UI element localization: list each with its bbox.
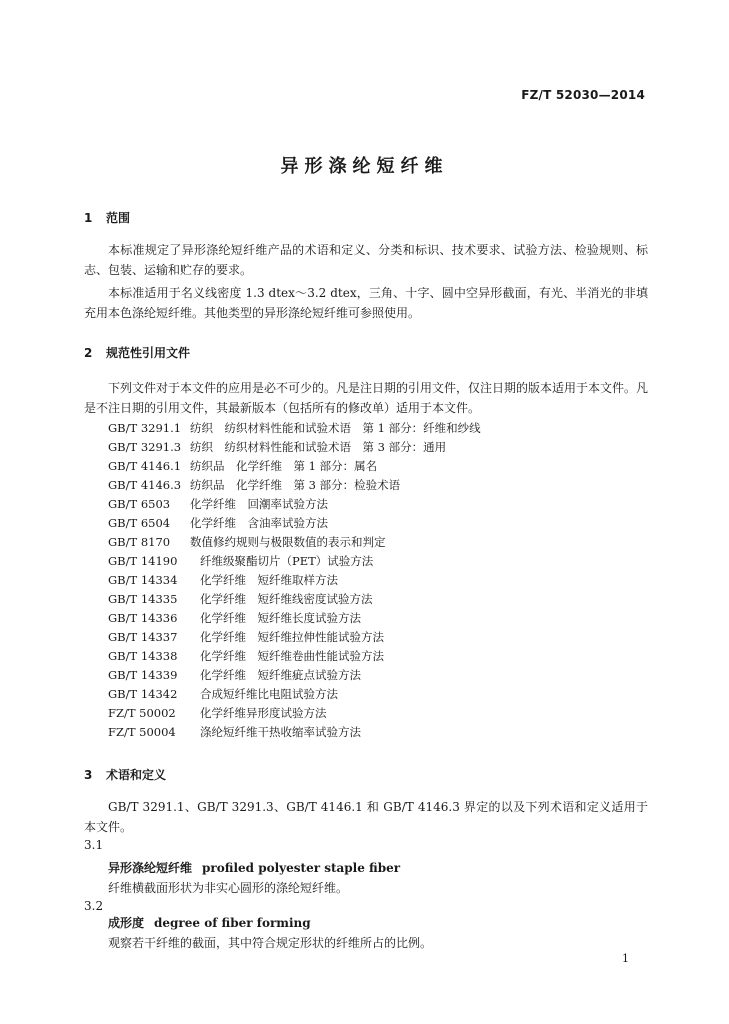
- reference-title: 化学纤维 短纤维取样方法: [200, 573, 338, 587]
- term-english: degree of fiber forming: [154, 916, 311, 930]
- reference-title: 纺织 纺织材料性能和试验术语 第 1 部分：纤维和纱线: [190, 421, 481, 435]
- term-entry: [108, 914, 311, 931]
- reference-code: FZ/T 50004: [108, 725, 176, 739]
- reference-code: GB/T 6503: [108, 497, 171, 511]
- reference-title: 纺织 纺织材料性能和试验术语 第 3 部分：通用: [190, 440, 447, 454]
- reference-title: 化学纤维 含油率试验方法: [190, 516, 328, 530]
- term-chinese: 成形度: [108, 916, 145, 930]
- term-definition: 观察若干纤维的截面，其中符合规定形状的纤维所占的比例。: [108, 936, 433, 950]
- reference-code: FZ/T 50002: [108, 706, 176, 720]
- reference-item: [108, 628, 481, 647]
- term-english: profiled polyester staple fiber: [202, 861, 401, 875]
- section-heading-normative-references: [84, 344, 190, 361]
- reference-title: 涤纶短纤维干热收缩率试验方法: [200, 725, 361, 739]
- reference-item: [108, 476, 481, 495]
- reference-item: [108, 609, 481, 628]
- section-heading-terms-definitions: [84, 766, 166, 783]
- reference-item: [108, 533, 481, 552]
- reference-title: 纤维级聚酯切片（PET）试验方法: [200, 554, 374, 568]
- reference-code: GB/T 6504: [108, 516, 171, 530]
- document-number: FZ/T 52030—2014: [521, 88, 645, 102]
- reference-title: 化学纤维 短纤维长度试验方法: [200, 611, 361, 625]
- reference-title: 化学纤维 短纤维疵点试验方法: [200, 668, 361, 682]
- term-definition: 纤维横截面形状为非实心圆形的涤纶短纤维。: [108, 881, 349, 895]
- reference-code: GB/T 8170: [108, 535, 171, 549]
- section-number: 2: [84, 346, 93, 360]
- reference-title: 化学纤维 回潮率试验方法: [190, 497, 328, 511]
- reference-item: [108, 514, 481, 533]
- reference-item: [108, 723, 481, 742]
- reference-item: [108, 571, 481, 590]
- reference-item: [108, 704, 481, 723]
- reference-code: GB/T 14335: [108, 592, 178, 606]
- reference-code: GB/T 3291.3: [108, 440, 182, 454]
- term-chinese: 异形涤纶短纤维: [108, 861, 193, 875]
- reference-code: GB/T 14336: [108, 611, 178, 625]
- reference-item: [108, 419, 481, 438]
- reference-code: GB/T 3291.1: [108, 421, 182, 435]
- reference-title: 数值修约规则与极限数值的表示和判定: [190, 535, 386, 549]
- reference-title: 化学纤维 短纤维卷曲性能试验方法: [200, 649, 384, 663]
- term-entry: [108, 859, 400, 876]
- reference-code: GB/T 14334: [108, 573, 178, 587]
- reference-code: GB/T 14339: [108, 668, 178, 682]
- page-title: 异形涤纶短纤维: [280, 156, 449, 177]
- page-number: 1: [622, 952, 629, 965]
- section-number: 1: [84, 211, 93, 225]
- reference-code: GB/T 4146.3: [108, 478, 182, 492]
- reference-code: GB/T 14342: [108, 687, 178, 701]
- section-number: 3: [84, 768, 93, 782]
- scope-paragraph-2: 本标准适用于名义线密度 1.3 dtex～3.2 dtex，三角、十字、圆中空异形截面，有光、半消光的非填充用本色涤纶短纤维。其他类型的异形涤纶短纤维可参照使用。: [84, 286, 648, 320]
- reference-item: [108, 552, 481, 571]
- reference-code: GB/T 14190: [108, 554, 178, 568]
- reference-title: 化学纤维 短纤维拉伸性能试验方法: [200, 630, 384, 644]
- reference-title: 化学纤维 短纤维线密度试验方法: [200, 592, 373, 606]
- term-number: 3.1: [84, 838, 104, 852]
- reference-item: [108, 438, 481, 457]
- reference-title: 纺织品 化学纤维 第 3 部分：检验术语: [190, 478, 401, 492]
- reference-code: GB/T 14338: [108, 649, 178, 663]
- reference-code: GB/T 14337: [108, 630, 178, 644]
- reference-item: [108, 495, 481, 514]
- terms-intro-paragraph: GB/T 3291.1、GB/T 3291.3、GB/T 4146.1 和 GB/T 4146.3 界定的以及下列术语和定义适用于本文件。: [84, 800, 648, 834]
- reference-item: [108, 457, 481, 476]
- section-title: 术语和定义: [106, 768, 167, 782]
- scope-paragraph-1: 本标准规定了异形涤纶短纤维产品的术语和定义、分类和标识、技术要求、试验方法、检验规则、标志、包装、运输和贮存的要求。: [84, 243, 648, 277]
- reference-item: [108, 685, 481, 704]
- reference-item: [108, 590, 481, 609]
- reference-list: [108, 419, 481, 742]
- reference-title: 化学纤维异形度试验方法: [200, 706, 327, 720]
- references-intro-paragraph: 下列文件对于本文件的应用是必不可少的。凡是注日期的引用文件，仅注日期的版本适用于本文件。凡是不注日期的引用文件，其最新版本（包括所有的修改单）适用于本文件。: [84, 381, 649, 415]
- section-title: 规范性引用文件: [106, 346, 191, 360]
- reference-title: 合成短纤维比电阻试验方法: [200, 687, 338, 701]
- section-title: 范围: [106, 211, 131, 225]
- reference-item: [108, 647, 481, 666]
- reference-code: GB/T 4146.1: [108, 459, 182, 473]
- term-number: 3.2: [84, 899, 104, 913]
- reference-item: [108, 666, 481, 685]
- section-heading-scope: [84, 209, 130, 226]
- reference-title: 纺织品 化学纤维 第 1 部分：属名: [190, 459, 378, 473]
